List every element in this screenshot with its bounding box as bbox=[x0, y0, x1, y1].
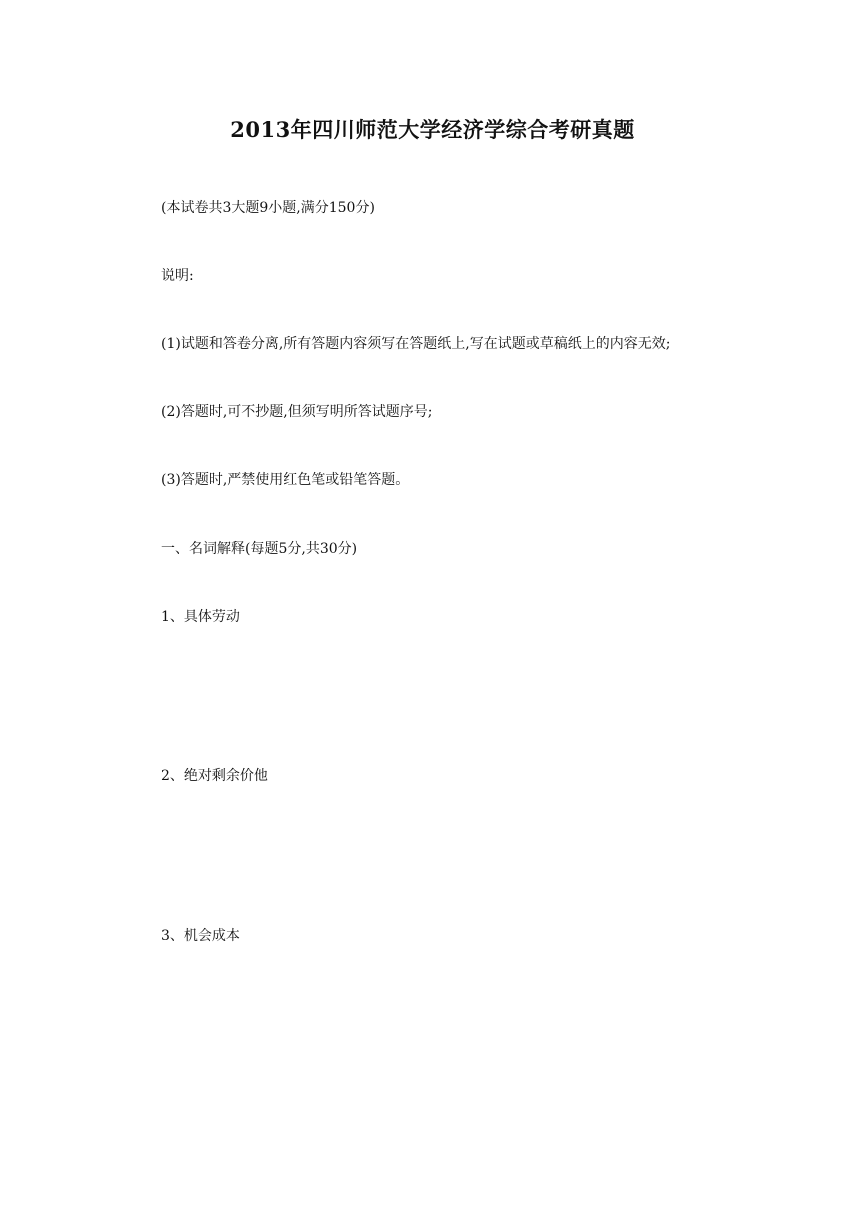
question-item: 2、绝对剩余价他 bbox=[161, 768, 268, 784]
section-heading: 一、名词解释(每题5分,共30分) bbox=[161, 541, 358, 557]
instruction-item: (2)答题时,可不抄题,但须写明所答试题序号; bbox=[161, 404, 433, 420]
document-title: 2013年四川师范大学经济学综合考研真题 bbox=[230, 117, 635, 142]
paper-info: (本试卷共3大题9小题,满分150分) bbox=[161, 200, 375, 216]
instruction-item: (3)答题时,严禁使用红色笔或铅笔答题。 bbox=[161, 472, 410, 488]
question-item: 1、具体劳动 bbox=[161, 609, 240, 625]
instructions-heading: 说明: bbox=[161, 268, 194, 284]
question-item: 3、机会成本 bbox=[161, 928, 240, 944]
instruction-item: (1)试题和答卷分离,所有答题内容须写在答题纸上,写在试题或草稿纸上的内容无效; bbox=[161, 336, 671, 352]
